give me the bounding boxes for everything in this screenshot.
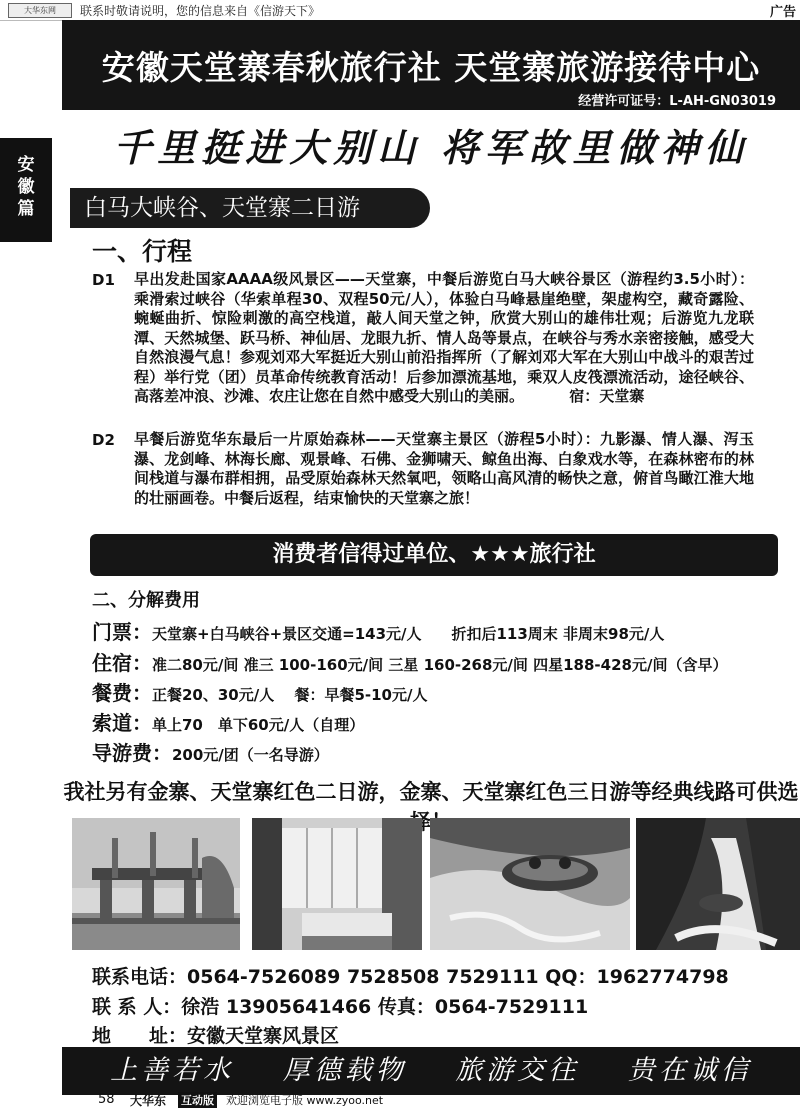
page-footer	[0, 1092, 800, 1108]
waterfall-image	[636, 818, 800, 950]
room-image	[252, 818, 422, 950]
contact-label: 联系电话：	[92, 966, 188, 988]
license-number: 经营许可证号：L-AH-GN03019	[578, 94, 776, 109]
contact-row	[92, 962, 729, 989]
fee-row	[92, 677, 427, 706]
contact-person[interactable]: 徐浩 13905641466 传真：0564-7529111	[181, 996, 589, 1018]
contact-label: 地 址：	[92, 1025, 188, 1047]
page-number: 58	[98, 1092, 115, 1107]
contact-row	[92, 1021, 339, 1048]
footer-slogan	[62, 1047, 800, 1095]
fee-row	[92, 707, 364, 736]
photo-rafting	[430, 818, 630, 950]
trust-banner: 消费者信得过单位、★★★旅行社	[90, 534, 778, 576]
gate-image	[72, 818, 240, 950]
fee-text: 准二80元/间 准三 100-160元/间 三星 160-268元/间 四星188-428元/间（含早）	[152, 656, 728, 674]
footer-slogan-phrase: 上善若水	[110, 1055, 235, 1086]
region-tab-char: 徽	[17, 177, 35, 197]
footer-slogan-phrase: 贵在诚信	[627, 1055, 752, 1086]
footer-slogan-phrase: 旅游交往	[455, 1055, 580, 1086]
fee-label: 餐费：	[92, 681, 152, 705]
source-notice: 联系时敬请说明，您的信息来自《信游天下》	[80, 4, 321, 18]
fees-heading: 二、分解费用	[92, 590, 200, 611]
fee-row	[92, 737, 329, 766]
ad-label: 广告	[769, 5, 796, 20]
agency-header	[62, 20, 800, 110]
region-tab	[0, 138, 52, 242]
photo-waterfall	[636, 818, 800, 950]
fee-text: 天堂寨+白马峡谷+景区交通=143元/人 折扣后113周末 非周末98元/人	[152, 625, 665, 643]
region-tab-char: 安	[17, 155, 35, 175]
day-description	[134, 270, 754, 407]
day-label: D2	[92, 431, 115, 449]
overnight-stay: 宿：天堂寨	[569, 387, 645, 405]
fee-text: 正餐20、30元/人 餐：早餐5-10元/人	[152, 686, 428, 704]
top-bar	[0, 0, 800, 21]
contact-phone[interactable]: 0564-7526089 7528508 7529111 QQ：1962774798	[187, 966, 729, 988]
promo-line: 我社另有金寨、天堂寨红色二日游，金寨、天堂寨红色三日游等经典线路可供选	[63, 780, 799, 804]
day-text: 早餐后游览华东最后一片原始森林——天堂寨主景区（游程5小时）：九影瀑、情人瀑、泻玉瀑、龙剑峰、林海长廊、观景峰、石佛、金狮啸天、鲸鱼出海、白象戏水等，在森林密布的林间栈道与瀑布群相拥，品受原始森林天然氧吧，领略山高风清的畅快之意，俯首鸟瞰江淮大地的壮丽画卷。中餐后返程，结束愉快的天堂寨之旅！	[134, 430, 754, 507]
photo-hotel-room	[252, 818, 422, 950]
contact-row	[92, 992, 588, 1019]
fee-row	[92, 647, 727, 676]
brand-logo: 大华东网	[8, 3, 72, 18]
region-tab-char: 篇	[17, 199, 35, 219]
fee-label: 索道：	[92, 711, 152, 735]
calligraphy-slogan: 千里挺进大别山 将军故里做神仙	[113, 125, 749, 170]
fee-text: 单上70 单下60元/人（自理）	[152, 716, 365, 734]
footer-slogan-phrase: 厚德载物	[282, 1055, 407, 1086]
day-label: D1	[92, 271, 115, 289]
fee-label: 门票：	[92, 620, 152, 644]
publication-brand: 大华东	[130, 1094, 167, 1108]
photo-gate	[72, 818, 240, 950]
contact-label: 联 系 人：	[92, 996, 182, 1018]
day-text: 早出发赴国家AAAA级风景区——天堂寨，中餐后游览白马大峡谷景区（游程约3.5小时）：乘滑索过峡谷（华索单程30、双程50元/人），体验白马峰悬崖绝壁，架虚构空，藏奇露险、蜿蜒曲折、惊险刺激的高空栈道，敲人间天堂之钟，欣赏大别山的雄伟壮观；后游览九龙联潭、天然城堡、跃马桥、神仙居、龙眼九折、情人岛等景点，在峡谷与秀水亲密接触，感受大自然浪漫气息！参观刘邓大军挺近大别山前沿指挥所（了解刘邓大军在大别山中战斗的艰苦过程）举行党（团）员革命传统教育活动！后参加漂流基地，乘双人皮筏漂流活动，途径峡谷、高落差冲浪、沙滩、农庄让您在自然中感受大别山的美丽。	[134, 270, 754, 405]
edition-badge: 互动版	[178, 1092, 217, 1108]
contact-address: 安徽天堂寨风景区	[187, 1025, 340, 1047]
fee-label: 导游费：	[92, 741, 172, 765]
fee-label: 住宿：	[92, 651, 152, 675]
tour-title: 白马大峡谷、天堂寨二日游	[70, 188, 430, 228]
agency-title: 安徽天堂寨春秋旅行社 天堂寨旅游接待中心	[101, 48, 761, 87]
rafting-image	[430, 818, 630, 950]
website-link[interactable]: 欢迎浏览电子版 www.zyoo.net	[226, 1094, 384, 1107]
day-description	[134, 430, 754, 508]
fee-text: 200元/团（一名导游）	[172, 746, 329, 764]
itinerary-heading: 一、行程	[92, 237, 193, 266]
fee-row	[92, 616, 664, 645]
